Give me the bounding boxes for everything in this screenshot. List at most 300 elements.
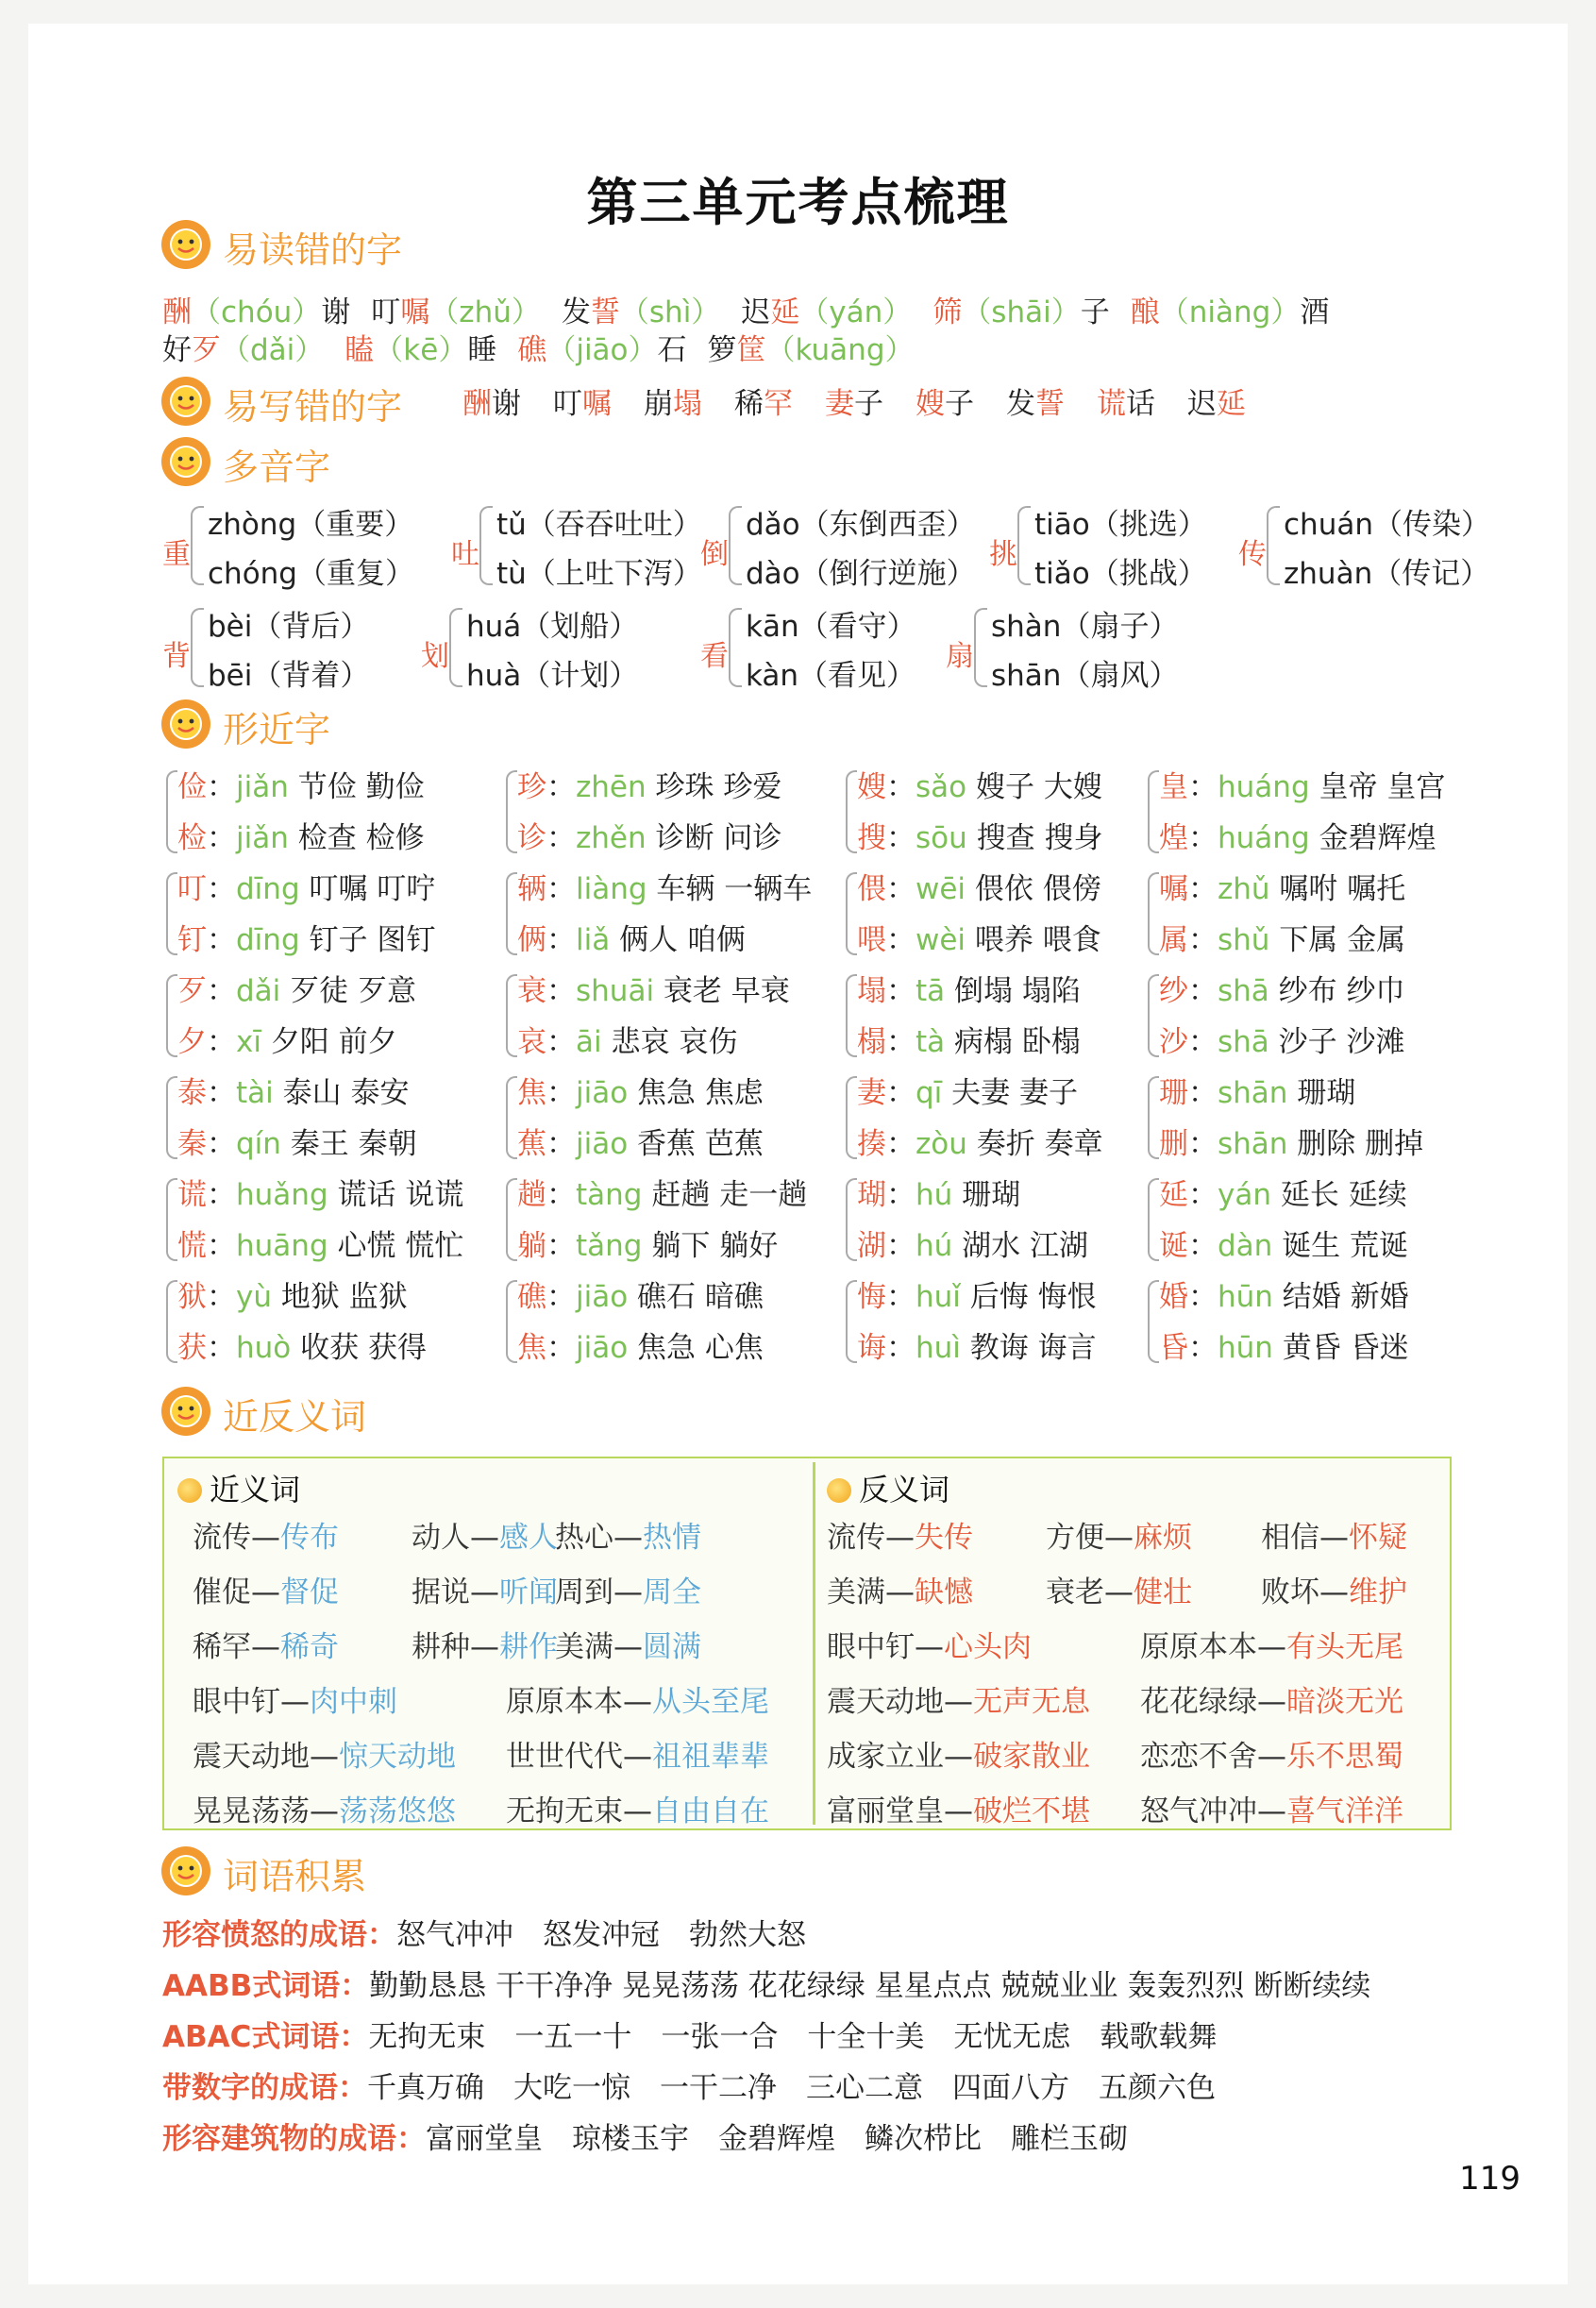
brace-icon [506,1076,517,1159]
pinyin: zhǔ [1218,872,1280,906]
word-match: 惊天动地 [339,1740,456,1774]
accumulate-text: 千真万确 大吃一惊 一干二净 三心二意 四面八方 五颜六色 [367,2071,1216,2105]
brace-icon [1148,1076,1159,1159]
accumulate-label: AABB式词语： [162,1969,370,2003]
colon: ： [886,1331,916,1365]
similar-char: 湖 [857,1229,886,1263]
polyphone-char: 倒 [700,538,729,571]
example-words: 结婚 新婚 [1282,1280,1409,1314]
reading-b: chóng（重复） [208,557,414,591]
accumulate-line [162,2013,1217,2055]
synonym-pair [555,1513,701,1556]
synonym-pair [412,1623,558,1665]
word-base: 热心— [555,1521,643,1555]
similar-entry [857,916,1101,958]
similar-entry [857,814,1102,856]
word-base: 震天动地— [193,1740,339,1774]
similar-entry [1159,1018,1405,1060]
brace-icon [729,608,742,687]
similar-entry [517,1221,778,1264]
example-words: 奏折 奏章 [976,1127,1103,1161]
accumulate-text: 富丽堂皇 琼楼玉宇 金碧辉煌 鳞次栉比 雕栏玉砌 [426,2122,1128,2156]
similar-char: 榻 [857,1025,886,1059]
brace-icon [1148,872,1159,955]
word-prefix: 迟 [1187,387,1217,421]
word-base: 震天动地— [827,1685,973,1719]
reading-a: tiāo（挑选） [1034,508,1207,542]
word-base: 稀罕— [193,1630,280,1664]
accumulate-text: 无拘无束 一五一十 一张一合 十全十美 无忧无虑 载歌载舞 [368,2020,1218,2054]
similar-char: 俭 [177,770,207,804]
colon: ： [1188,923,1218,957]
section-title: 词语积累 [223,1856,367,1897]
example-words: 躺下 躺好 [651,1229,779,1263]
antonym-pair [1140,1623,1403,1665]
pinyin: zhēn [576,770,656,804]
similar-entry [517,1120,764,1162]
easy-write-item [916,387,974,421]
word-match: 维护 [1349,1575,1407,1609]
colon: ： [207,821,236,855]
word-base: 周到— [555,1575,643,1609]
word-match: 祖祖辈辈 [652,1740,769,1774]
colon: ： [546,1076,576,1110]
highlight-char: 酬 [462,387,492,421]
pinyin: huò [236,1331,301,1365]
example-words: 心慌 慌忙 [337,1229,464,1263]
reading-b: kàn（看见） [746,659,916,693]
word-base: 衰老— [1046,1575,1134,1609]
example-words: 夕阳 前夕 [270,1025,397,1059]
highlight-char: 歹 [192,333,221,367]
word-base: 成家立业— [827,1740,973,1774]
example-words: 嘱咐 嘱托 [1279,872,1406,906]
example-words: 珍珠 珍爱 [655,770,782,804]
sun-icon [160,1386,211,1437]
example-words: 嫂子 大嫂 [975,770,1102,804]
pinyin: shuāi [576,974,664,1008]
accumulate-line [162,2064,1216,2106]
polyphone-char: 背 [162,640,191,673]
word-match: 暗淡无光 [1286,1685,1403,1719]
example-words: 诞生 荒诞 [1282,1229,1409,1263]
easy-read-item [1131,295,1330,329]
similar-char: 诞 [1159,1229,1188,1263]
similar-entry [857,1272,1097,1315]
colon: ： [546,1229,576,1263]
brace-icon [846,770,857,853]
colon: ： [546,1025,576,1059]
easy-read-row-2 [162,326,935,368]
highlight-char: 嫂 [916,387,945,421]
colon: ： [207,872,236,906]
word-match: 自由自在 [652,1794,769,1828]
word-match: 破烂不堪 [973,1794,1090,1828]
similar-entry [177,1018,397,1060]
pinyin: hūn [1218,1331,1283,1365]
word-base: 眼中钉— [193,1685,310,1719]
synonym-pair [193,1568,339,1610]
similar-char: 狱 [177,1280,207,1314]
similar-char: 塌 [857,974,886,1008]
section-title: 近反义词 [223,1396,367,1438]
colon: ： [886,770,916,804]
pinyin: jiāo [576,1076,638,1110]
similar-char: 婚 [1159,1280,1188,1314]
colon: ： [886,821,916,855]
colon: ： [207,1280,236,1314]
word-suffix: 睡 [467,333,497,367]
colon: ： [886,1280,916,1314]
word-match: 有头无尾 [1286,1630,1403,1664]
brace-icon [479,506,493,585]
word-match: 热情 [643,1521,701,1555]
pinyin: sōu [916,821,977,855]
highlight-char: 谎 [1097,387,1126,421]
polyphone-char: 扇 [946,640,974,673]
reading-a: tǔ（吞吞吐吐） [496,508,702,542]
example-words: 喂养 喂食 [974,923,1101,957]
example-words: 后悔 悔恨 [969,1280,1097,1314]
word-match: 稀奇 [280,1630,339,1664]
word-base: 无拘无束— [506,1794,652,1828]
colon: ： [1188,1025,1218,1059]
similar-char: 喂 [857,923,886,957]
word-base: 原原本本— [506,1685,652,1719]
word-base: 美满— [827,1575,915,1609]
similar-char: 躺 [517,1229,546,1263]
similar-entry [857,1120,1103,1162]
brace-icon [1148,1178,1159,1261]
similar-char: 趟 [517,1178,546,1212]
similar-entry [177,1221,463,1264]
word-prefix: 叮 [553,387,582,421]
colon: ： [1188,1331,1218,1365]
brace-icon [846,1280,857,1363]
highlight-char: 罕 [764,387,793,421]
word-match: 听闻 [499,1575,558,1609]
similar-entry [517,1171,807,1213]
pinyin: （dǎi） [221,333,325,367]
example-words: 沙子 沙滩 [1278,1025,1405,1059]
word-match: 喜气洋洋 [1286,1794,1403,1828]
example-words: 珊瑚 [962,1178,1021,1212]
word-base: 流传— [193,1521,280,1555]
brace-icon [166,1178,177,1261]
sun-icon [160,376,211,427]
word-match: 麻烦 [1134,1521,1192,1555]
easy-write-item [462,387,521,421]
highlight-char: 嘱 [582,387,612,421]
pinyin: （kuāng） [765,333,915,367]
pinyin: shā [1218,974,1279,1008]
polyphone-char: 看 [700,640,729,673]
pinyin: （zhǔ） [429,295,541,329]
reading-b: bēi（背着） [208,659,370,693]
brace-icon [846,872,857,955]
colon: ： [207,974,236,1008]
antonym-pair [827,1732,1090,1775]
synonym-pair [193,1787,456,1829]
pinyin: jiǎn [236,770,298,804]
synonym-pair [506,1787,769,1829]
colon: ： [546,974,576,1008]
synonym-pair [193,1677,397,1720]
word-base: 怒气冲冲— [1140,1794,1286,1828]
pinyin: zhěn [576,821,656,855]
pinyin: shān [1218,1076,1298,1110]
colon: ： [546,1178,576,1212]
brace-icon [506,872,517,955]
colon: ： [546,923,576,957]
example-words: 赶趟 走一趟 [651,1178,808,1212]
pinyin: qī [916,1076,952,1110]
pinyin: tàng [576,1178,652,1212]
similar-entry [517,1069,764,1111]
easy-read-item [708,333,915,367]
easy-write-item [1006,387,1065,421]
easy-read-item [162,333,324,367]
colon: ： [886,923,916,957]
example-words: 延长 延续 [1280,1178,1407,1212]
similar-entry [857,1171,1020,1213]
similar-char: 纱 [1159,974,1188,1008]
word-match: 督促 [280,1575,339,1609]
example-words: 地狱 监狱 [280,1280,408,1314]
synonym-pair [555,1623,701,1665]
pinyin: huǎng [236,1178,338,1212]
pinyin: huāng [236,1229,338,1263]
word-match: 周全 [643,1575,701,1609]
similar-char: 沙 [1159,1025,1188,1059]
word-match: 荡荡悠悠 [339,1794,456,1828]
antonym-pair [827,1513,973,1556]
similar-entry [857,967,1081,1009]
pinyin: （kē） [374,333,468,367]
similar-entry [1159,865,1405,907]
word-match: 从头至尾 [652,1685,769,1719]
similar-char: 歹 [177,974,207,1008]
reading-a: shàn（扇子） [991,610,1179,644]
reading-a: zhòng（重要） [208,508,414,542]
brace-icon [166,770,177,853]
box-divider [813,1462,815,1825]
pinyin: shān [1218,1127,1298,1161]
word-base: 方便— [1046,1521,1134,1555]
similar-entry [177,1171,463,1213]
brace-icon [449,608,462,687]
pinyin: hú [916,1178,963,1212]
pinyin: huì [916,1331,970,1365]
highlight-char: 筛 [932,295,963,329]
similar-entry [857,1018,1081,1060]
antonym-header [827,1466,949,1509]
similar-char: 煌 [1159,821,1188,855]
easy-read-row-1 [162,288,1350,330]
brace-icon [1148,1280,1159,1363]
pinyin: dīng [236,872,310,906]
easy-write-item [825,387,883,421]
pinyin: hú [916,1229,963,1263]
colon: ： [1188,872,1218,906]
similar-entry [177,763,425,805]
word-match: 肉中刺 [310,1685,397,1719]
sun-icon [160,436,211,487]
similar-char: 夕 [177,1025,207,1059]
easy-write-item [1097,387,1155,421]
easy-read-item [517,333,686,367]
reading-b: shān（扇风） [991,659,1179,693]
brace-icon [166,1280,177,1363]
section-title: 多音字 [223,446,331,488]
reading-b: tù（上吐下泻） [496,557,702,591]
word-match: 失传 [915,1521,973,1555]
similar-char: 获 [177,1331,207,1365]
example-words: 香蕉 芭蕉 [637,1127,764,1161]
pinyin: yán [1218,1178,1281,1212]
similar-char: 辆 [517,872,546,906]
word-base: 富丽堂皇— [827,1794,973,1828]
pinyin: xī [236,1025,271,1059]
easy-write-item [553,387,612,421]
section-title: 易写错的字 [223,386,403,428]
word-base: 相信— [1261,1521,1349,1555]
accumulate-label: 形容愤怒的成语： [162,1918,396,1952]
similar-entry [1159,1069,1355,1111]
similar-entry [1159,1323,1409,1366]
reading-a: huá（划船） [466,610,639,644]
pinyin: tā [916,974,955,1008]
word-prefix: 稀 [734,387,764,421]
example-words: 钉子 图钉 [309,923,436,957]
brace-icon [1267,506,1280,585]
highlight-char: 酬 [162,295,192,329]
brace-icon [506,974,517,1057]
colon: ： [207,770,236,804]
brace-icon [729,506,742,585]
similar-char: 焦 [517,1331,546,1365]
accumulate-line [162,1962,1370,2004]
pinyin: jiāo [576,1331,638,1365]
similar-char: 偎 [857,872,886,906]
reading-b: huà（计划） [466,659,639,693]
antonym-pair [827,1568,973,1610]
reading-b: zhuàn（传记） [1284,557,1490,591]
colon: ： [207,1178,236,1212]
antonym-head-label: 反义词 [859,1472,950,1508]
word-match: 圆满 [643,1630,701,1664]
similar-entry [1159,967,1405,1009]
similar-char: 搜 [857,821,886,855]
colon: ： [207,1076,236,1110]
easy-read-item [932,295,1109,329]
similar-char: 揍 [857,1127,886,1161]
similar-entry [1159,1272,1409,1315]
colon: ： [886,1025,916,1059]
pinyin: shā [1218,1025,1279,1059]
easy-read-item [741,295,912,329]
similar-char: 焦 [517,1076,546,1110]
polyphone-char: 划 [421,640,449,673]
similar-char: 钉 [177,923,207,957]
synonym-pair [193,1513,339,1556]
similar-entry [857,1221,1088,1264]
example-words: 纱布 纱巾 [1278,974,1405,1008]
example-words: 皇帝 皇宫 [1319,770,1446,804]
word-suffix: 酒 [1300,295,1330,329]
synonym-header [177,1466,300,1509]
similar-entry [857,865,1101,907]
word-match: 心头肉 [944,1630,1032,1664]
similar-char: 蕉 [517,1127,546,1161]
similar-char: 谎 [177,1178,207,1212]
synonym-pair [412,1513,558,1556]
pinyin: yù [236,1280,281,1314]
pinyin: dàn [1218,1229,1283,1263]
word-match: 无声无息 [973,1685,1090,1719]
word-suffix: 谢 [321,295,351,329]
word-base: 世世代代— [506,1740,652,1774]
colon: ： [1188,1127,1218,1161]
brace-icon [1148,770,1159,853]
pinyin: dǎi [236,974,291,1008]
word-base: 晃晃荡荡— [193,1794,339,1828]
page-title: 第三单元考点梳理 [586,173,1010,232]
sun-icon [160,219,211,270]
example-words: 谎话 说谎 [337,1178,464,1212]
highlight-char: 延 [770,295,800,329]
word-base: 流传— [827,1521,915,1555]
colon: ： [1188,974,1218,1008]
word-base: 美满— [555,1630,643,1664]
similar-entry [857,763,1102,805]
similar-entry [1159,916,1405,958]
synonym-pair [193,1732,456,1775]
polyphone-char: 吐 [451,538,479,571]
brace-icon [506,1178,517,1261]
antonym-pair [1140,1787,1403,1829]
word-base: 动人— [412,1521,499,1555]
pinyin: huǐ [916,1280,970,1314]
brace-icon [1148,974,1159,1057]
example-words: 节俭 勤俭 [297,770,425,804]
pinyin: sǎo [916,770,976,804]
example-words: 秦王 秦朝 [290,1127,417,1161]
example-words: 叮嘱 叮咛 [309,872,436,906]
similar-entry [1159,1120,1423,1162]
colon: ： [886,1229,916,1263]
example-words: 夫妻 妻子 [951,1076,1079,1110]
colon: ： [546,1127,576,1161]
word-match: 乐不思蜀 [1286,1740,1403,1774]
brace-icon [846,1076,857,1159]
brace-icon [974,608,987,687]
highlight-char: 誓 [590,295,620,329]
easy-read-item [162,295,350,329]
antonym-pair [1046,1513,1192,1556]
similar-char: 礁 [517,1280,546,1314]
brace-icon [191,506,204,585]
polyphone-char: 挑 [989,538,1017,571]
easy-read-item [371,295,541,329]
antonym-pair [827,1787,1090,1829]
example-words: 悲哀 哀伤 [611,1025,738,1059]
word-base: 据说— [412,1575,499,1609]
similar-entry [1159,1221,1408,1264]
synonym-pair [412,1568,558,1610]
example-words: 病榻 卧榻 [954,1025,1081,1059]
sun-icon [160,699,211,750]
